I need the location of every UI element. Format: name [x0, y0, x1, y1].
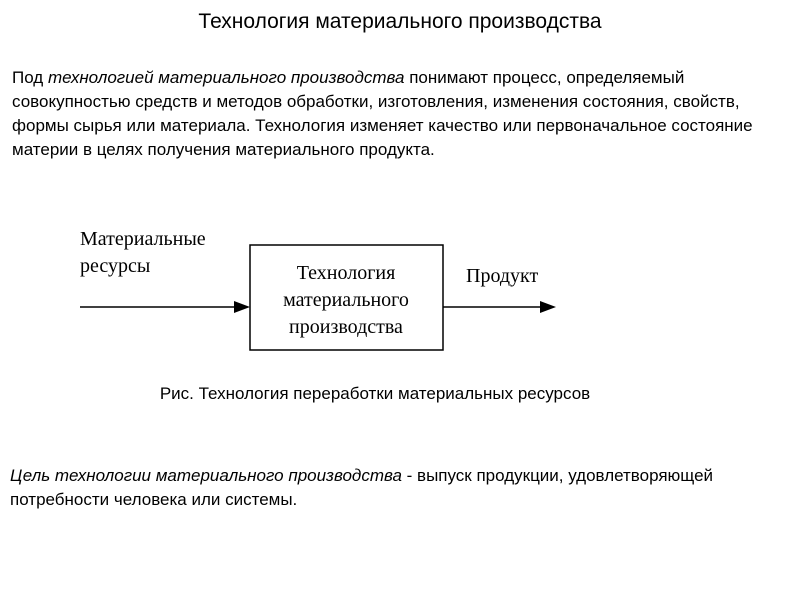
- goal-text: - выпуск продукции, удовлетворяющей потребности человека или системы.: [10, 466, 714, 509]
- intro-term: технологией материального производства: [47, 68, 405, 87]
- goal-term: Цель технологии материального производства: [10, 466, 402, 485]
- process-label-line-2: материального: [283, 289, 409, 311]
- input-label-line-1: Материальные: [80, 228, 206, 250]
- process-diagram: [70, 215, 570, 365]
- process-label-line-3: производства: [289, 316, 403, 338]
- figure-caption: Рис. Технология переработки материальных ресурсов: [159, 384, 591, 403]
- intro-prefix: Под: [12, 68, 48, 87]
- output-label: Продукт: [466, 265, 539, 287]
- intro-text: понимают процесс, определяемый совокупностью средств и методов обработки, изготовления, изменения состояния, свойств, формы сырья или материала. Технология изменяет качество или первоначальное состояние материи в целях получения материального продукта.: [12, 68, 753, 159]
- goal-paragraph: [10, 464, 790, 512]
- intro-paragraph: [12, 66, 797, 178]
- page-title: Технология материального производства: [198, 10, 602, 33]
- output-arrow-head: [540, 301, 556, 313]
- input-arrow-head: [234, 301, 250, 313]
- process-label-line-1: Технология: [296, 262, 396, 284]
- input-label-line-2: ресурсы: [80, 255, 151, 277]
